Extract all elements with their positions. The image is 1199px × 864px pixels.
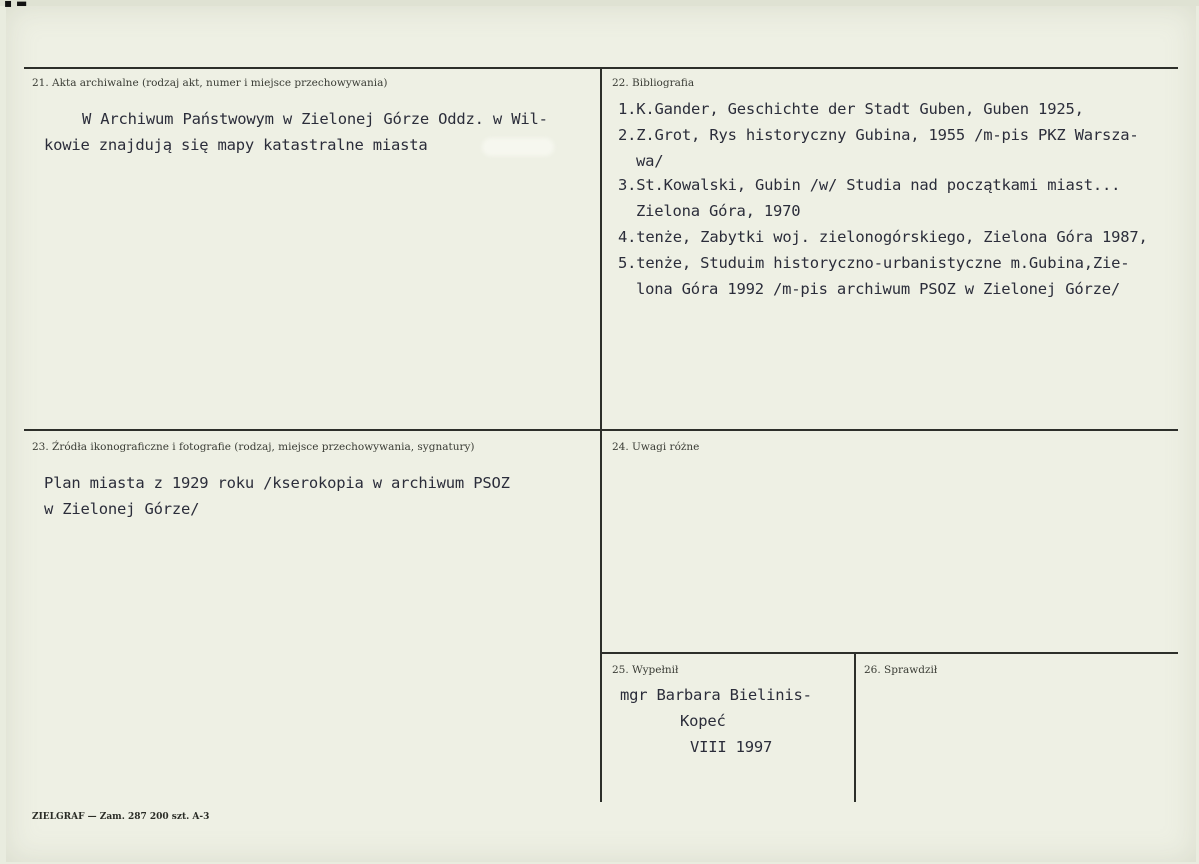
- filled-by-line-1: mgr Barbara Bielinis-: [620, 686, 812, 704]
- bibliography-line-8: lona Góra 1992 /m-pis archiwum PSOZ w Zielonej Górze/: [636, 280, 1120, 298]
- bibliography-line-4: 3.St.Kowalski, Gubin /w/ Studia nad początkami miast...: [618, 176, 1121, 194]
- section-26-label: 26. Sprawdził: [864, 664, 938, 676]
- printer-footer: ZIELGRAF — Zam. 287 200 szt. A-3: [32, 812, 210, 822]
- correction-smudge: [482, 138, 554, 156]
- bibliography-line-2: 2.Z.Grot, Rys historyczny Gubina, 1955 /m-pis PKZ Warsza-: [618, 126, 1139, 144]
- filled-by-date: VIII 1997: [690, 738, 773, 756]
- lower-right-rule: [602, 652, 1178, 654]
- signature-divider: [854, 652, 856, 802]
- bibliography-line-5: Zielona Góra, 1970: [636, 202, 801, 220]
- section-21-line-2: kowie znajdują się mapy katastralne miasta: [44, 136, 428, 154]
- center-divider: [600, 67, 602, 802]
- section-21-line-1: W Archiwum Państwowym w Zielonej Górze Oddz. w Wil-: [82, 110, 548, 128]
- section-23-line-2: w Zielonej Górze/: [44, 500, 200, 518]
- section-23-line-1: Plan miasta z 1929 roku /kserokopia w archiwum PSOZ: [44, 474, 510, 492]
- bibliography-line-1: 1.K.Gander, Geschichte der Stadt Guben, Guben 1925,: [618, 100, 1084, 118]
- bibliography-line-6: 4.tenże, Zabytki woj. zielonogórskiego, Zielona Góra 1987,: [618, 228, 1148, 246]
- section-21-label: 21. Akta archiwalne (rodzaj akt, numer i miejsce przechowywania): [32, 77, 388, 89]
- bibliography-line-3: wa/: [636, 152, 664, 170]
- filled-by-line-2: Kopeć: [680, 712, 726, 730]
- bibliography-line-7: 5.tenże, Studuim historyczno-urbanistyczne m.Gubina,Zie-: [618, 254, 1130, 272]
- section-24-label: 24. Uwagi różne: [612, 441, 700, 453]
- section-22-label: 22. Bibliografia: [612, 77, 695, 89]
- corner-mark: ▪ ▬: [4, 0, 28, 10]
- section-23-label: 23. Źródła ikonograficzne i fotografie (rodzaj, miejsce przechowywania, sygnatury): [32, 441, 475, 453]
- section-25-label: 25. Wypełnił: [612, 664, 679, 676]
